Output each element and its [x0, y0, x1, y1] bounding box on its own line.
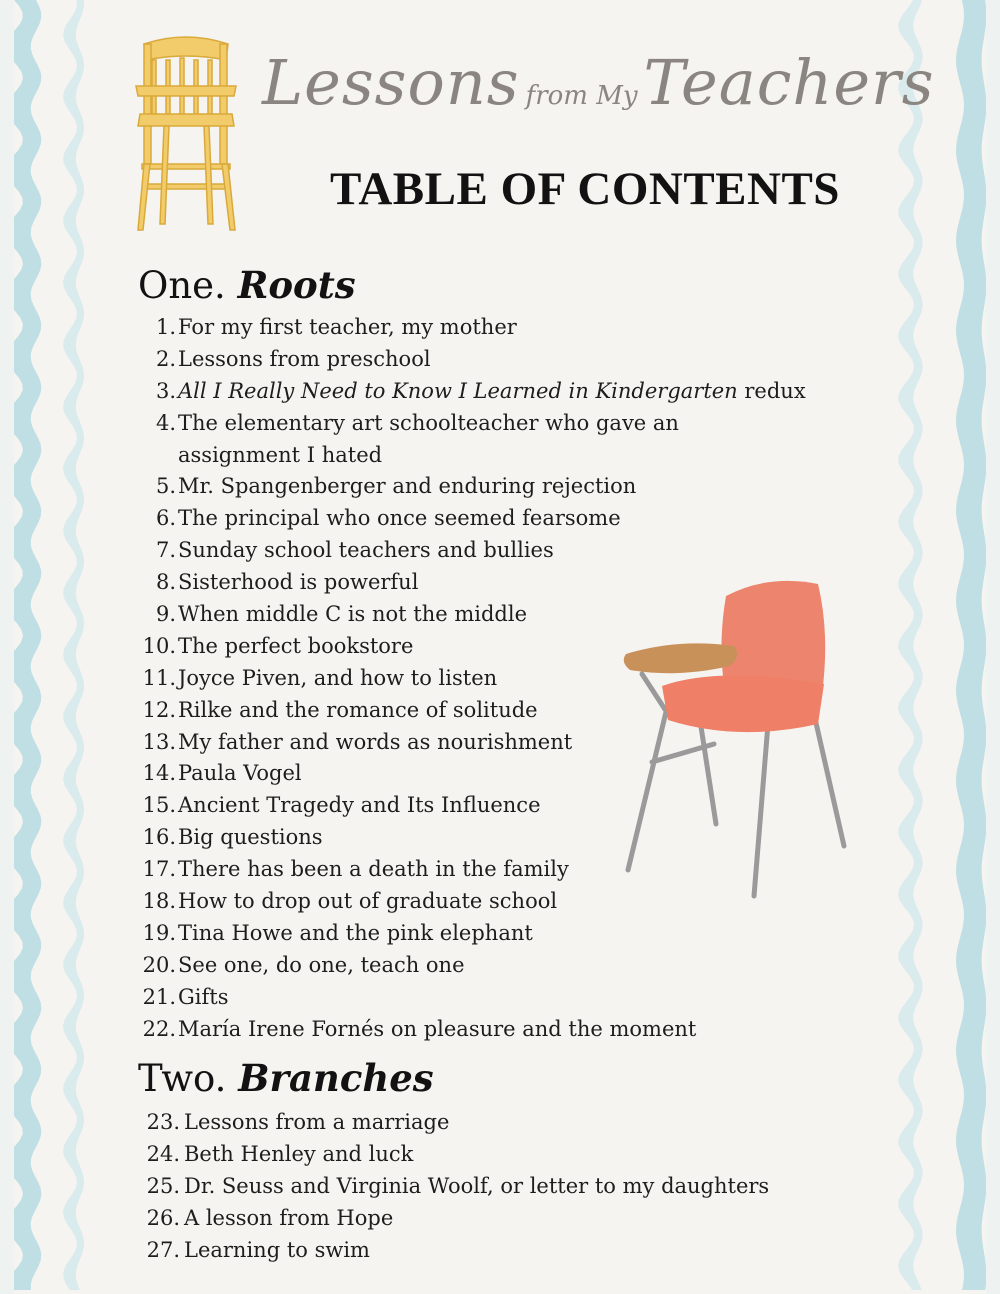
chapter-title: Tina Howe and the pink elephant [178, 920, 533, 945]
chapter-number: 25. [146, 1173, 180, 1198]
chapter-item [132, 854, 806, 886]
chapter-number: 1. [155, 315, 176, 339]
part-two-chapter-list [132, 1107, 769, 1266]
chapter-title: When middle C is not the middle [178, 602, 527, 627]
chapter-title: Sunday school teachers and bullies [178, 538, 554, 563]
chapter-number: 27. [146, 1237, 180, 1262]
chapter-title: Lessons from a marriage [184, 1110, 450, 1134]
chapter-item [132, 567, 806, 599]
chapter-title: Ancient Tragedy and Its Influence [178, 793, 541, 818]
chapter-title: Lessons from preschool [178, 346, 431, 371]
chapter-title: See one, do one, teach one [178, 952, 465, 977]
chapter-number: 5. [155, 474, 176, 499]
chapter-title: Joyce Piven, and how to listen [178, 665, 498, 690]
chapter-item [132, 376, 806, 408]
chapter-number: 4. [155, 410, 176, 435]
chapter-number: 17. [142, 857, 176, 882]
chapter-title: María Irene Fornés on pleasure and the moment [178, 1016, 697, 1041]
chapter-number: 7. [155, 538, 176, 563]
chapter-number: 8. [155, 570, 176, 595]
chapter-title: Big questions [178, 825, 323, 850]
chapter-item [132, 344, 806, 376]
chapter-item [132, 727, 806, 759]
chapter-title: Dr. Seuss and Virginia Woolf, or letter to my daughters [184, 1173, 770, 1198]
chapter-item [132, 471, 806, 503]
part-one-heading [138, 263, 356, 307]
chapter-number: 2. [155, 346, 176, 371]
part-number: One. [138, 264, 226, 307]
book-title [262, 46, 935, 119]
chapter-title: How to drop out of graduate school [178, 889, 558, 914]
chapter-item [132, 1171, 769, 1203]
part-name: Roots [237, 263, 356, 307]
book-title-lessons: Lessons [262, 46, 520, 119]
chapter-item [132, 1235, 769, 1267]
chapter-item [132, 503, 806, 535]
chapter-number: 19. [142, 920, 176, 945]
chapter-title [178, 376, 806, 408]
highchair-illustration [130, 34, 242, 234]
chapter-title: There has been a death in the family [178, 857, 569, 882]
chapter-number: 22. [142, 1016, 176, 1041]
chapter-number: 15. [142, 793, 176, 818]
chapter-number: 14. [142, 761, 176, 786]
chapter-title: The elementary art schoolteacher who gave an assignment I hated [178, 410, 679, 467]
chapter-item [132, 822, 806, 854]
part-name: Branches [238, 1056, 434, 1100]
chapter-title-italic: All I Really Need to Know I Learned in Kindergarten [178, 378, 738, 403]
chapter-number: 10. [142, 633, 176, 658]
chapter-number: 6. [155, 506, 176, 531]
book-title-from-my: from My [525, 81, 638, 111]
chapter-item [132, 982, 806, 1014]
chapter-item [132, 918, 806, 950]
chapter-number: 24. [146, 1141, 180, 1166]
chapter-item [132, 886, 806, 918]
chapter-item [132, 1107, 769, 1139]
chapter-item [132, 631, 806, 663]
chapter-item [132, 535, 806, 567]
part-one-chapter-list [132, 312, 806, 1046]
page-title: TABLE OF CONTENTS [330, 163, 840, 215]
chapter-number: 12. [142, 697, 176, 722]
chapter-number: 18. [142, 889, 176, 914]
chapter-number: 23. [146, 1110, 180, 1134]
chapter-number: 11. [142, 665, 176, 690]
chapter-title: For my first teacher, my mother [178, 315, 517, 339]
chapter-item [132, 663, 806, 695]
chapter-item [132, 1203, 769, 1235]
chapter-number: 26. [146, 1205, 180, 1230]
chapter-title: The principal who once seemed fearsome [178, 506, 621, 531]
chapter-title: Rilke and the romance of solitude [178, 697, 538, 722]
chapter-title: Beth Henley and luck [184, 1141, 414, 1166]
part-two-heading [138, 1056, 434, 1100]
chapter-title: Mr. Spangenberger and enduring rejection [178, 474, 637, 499]
chapter-number: 16. [142, 825, 176, 850]
chapter-item [132, 408, 692, 472]
chapter-item [132, 312, 806, 344]
chapter-title: Gifts [178, 984, 229, 1009]
chapter-title: A lesson from Hope [184, 1205, 394, 1230]
chapter-title-rest: redux [737, 378, 806, 403]
chapter-number: 21. [142, 984, 176, 1009]
chapter-number: 20. [142, 952, 176, 977]
chapter-item [132, 1014, 806, 1046]
chapter-number: 13. [142, 729, 176, 754]
chapter-title: My father and words as nourishment [178, 729, 573, 754]
chapter-item [132, 1139, 769, 1171]
chapter-title: The perfect bookstore [178, 633, 414, 658]
chapter-item [132, 950, 806, 982]
book-title-teachers: Teachers [643, 46, 935, 119]
chapter-item [132, 758, 806, 790]
chapter-item [132, 790, 806, 822]
part-number: Two. [138, 1057, 227, 1100]
chapter-item [132, 599, 806, 631]
chapter-item [132, 695, 806, 727]
chapter-title: Paula Vogel [178, 761, 302, 786]
chapter-title: Learning to swim [184, 1237, 370, 1262]
chapter-number: 9. [155, 602, 176, 627]
chapter-title: Sisterhood is powerful [178, 570, 419, 595]
chapter-number: 3. [155, 378, 176, 403]
